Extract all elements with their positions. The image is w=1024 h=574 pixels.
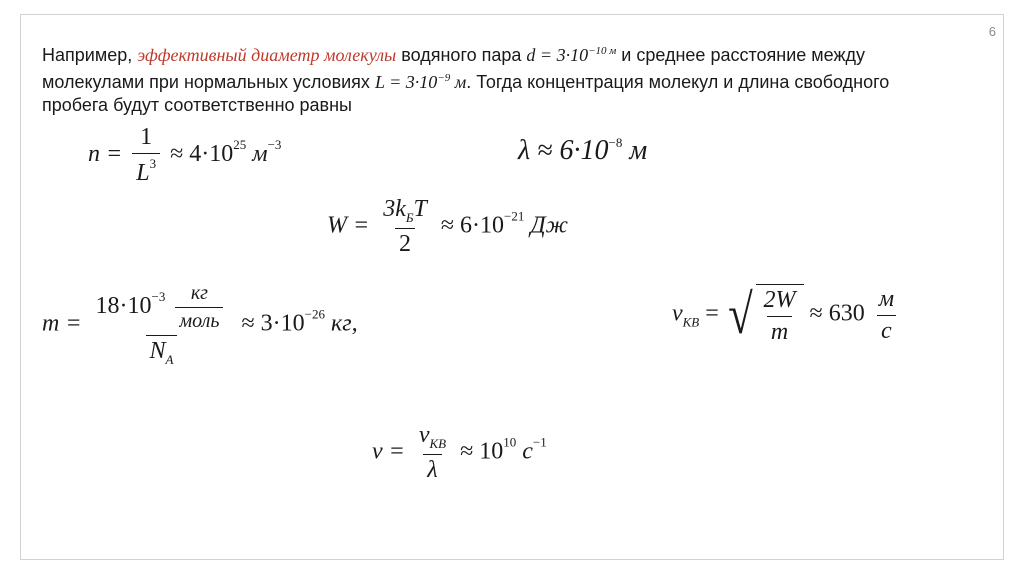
intro-term-diameter: эффективный диаметр молекулы: [137, 45, 397, 65]
intro-word-1: Например,: [42, 45, 133, 65]
formula-collision-frequency: ν = $\frac{v_{КВ}}{\lambda}$ ≈ $10^{10}$ $с^{-1}$: [372, 422, 547, 483]
formula-rms-speed: $v_{КВ}$ = √ $\frac{2W}{m}$ ≈ 630 $\frac{м}{с}$: [672, 284, 895, 346]
intro-word-4: . Тогда концентрация молекул и длина свободного пробега будут соответственно равны: [42, 72, 890, 115]
formula-energy: W = $\frac{3k_БT}{2}$ ≈ $6\cdot 10^{-21}$ Дж: [327, 196, 568, 257]
formula-molecule-mass: m = $18\cdot 10^{-3}$ $\frac{кг}{\text{моль}}$ $N_A$ ≈ $3\cdot 10^{-26}$ кг,: [42, 282, 358, 367]
formula-concentration: n = $\frac{1}{L^3}$ ≈ $4\cdot 10^{25}$ $м^{-3}$: [88, 124, 282, 186]
intro-L-value: $L = 3\cdot 10^{-9}$ м: [374, 72, 467, 92]
intro-word-3: и среднее расстояние между молекулами при нормальных условиях: [42, 45, 865, 92]
formula-mean-free-path: $\lambda \approx 6\cdot 10^{-8}$ м: [518, 135, 648, 166]
intro-word-2: водяного пара: [401, 45, 522, 65]
slide-number: 6: [988, 24, 996, 39]
intro-d-value: $d = 3\cdot 10^{-10 м}$: [526, 45, 617, 65]
intro-paragraph: [42, 40, 942, 117]
